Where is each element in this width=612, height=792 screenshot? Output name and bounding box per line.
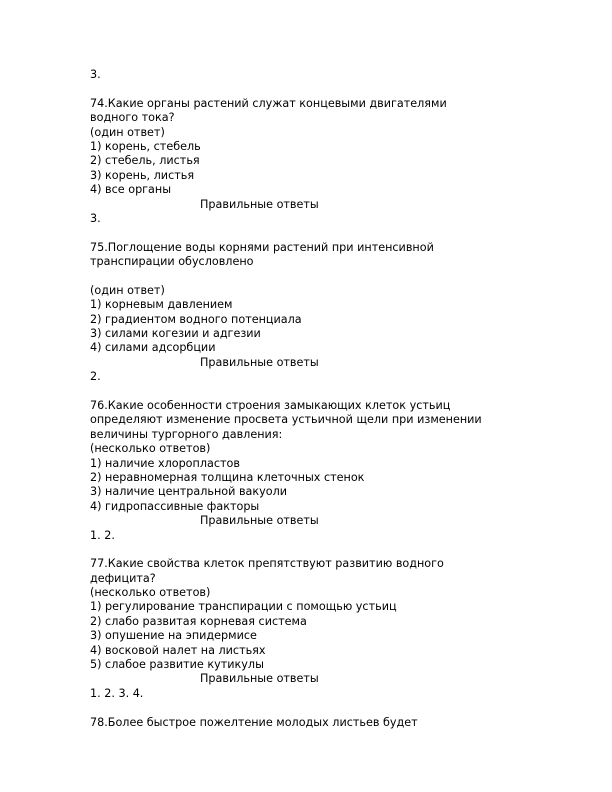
option-item: 4) все органы	[90, 183, 172, 197]
correct-answers-label: Правильные ответы	[200, 355, 319, 369]
question-text: водного тока?	[90, 111, 175, 125]
option-item: 1) корень, стебель	[90, 139, 201, 153]
question-text: 76.Какие особенности строения замыкающих клеток устьиц	[90, 398, 451, 412]
spacer	[90, 385, 540, 399]
option-item: 5) слабое развитие кутикулы	[90, 658, 264, 672]
correct-answer: 1. 2. 3. 4.	[90, 686, 144, 700]
correct-answers-label: Правильные ответы	[200, 514, 319, 528]
spacer	[90, 82, 540, 96]
option-item: 2) градиентом водного потенциала	[90, 312, 302, 326]
spacer	[90, 701, 540, 715]
option-item: 3) силами когезии и адгезии	[90, 327, 261, 341]
question-text: 77.Какие свойства клеток препятствуют развитию водного	[90, 557, 444, 571]
correct-answer: 2.	[90, 370, 101, 384]
question-text: 74.Какие органы растений служат концевыми двигателями	[90, 96, 447, 110]
spacer	[90, 269, 540, 283]
option-item: 2) стебель, листья	[90, 154, 200, 168]
question-block-77	[90, 557, 540, 701]
option-item: 3) корень, листья	[90, 168, 195, 182]
correct-answer: 3.	[90, 211, 101, 225]
option-item: 3) опушение на эпидермисе	[90, 629, 257, 643]
spacer	[90, 543, 540, 557]
correct-answers-label: Правильные ответы	[200, 672, 319, 686]
correct-answer: 1. 2.	[90, 528, 115, 542]
question-block-74	[90, 97, 540, 227]
option-item: 2) слабо развитая корневая система	[90, 614, 307, 628]
question-text: величины тургорного давления:	[90, 427, 283, 441]
spacer	[90, 226, 540, 240]
option-item: 2) неравномерная толщина клеточных стенок	[90, 470, 365, 484]
option-item: 4) гидропассивные факторы	[90, 499, 260, 513]
answer-type-note: (несколько ответов)	[90, 442, 211, 456]
option-item: 1) регулирование транспирации с помощью устьиц	[90, 600, 397, 614]
option-item: 1) корневым давлением	[90, 298, 233, 312]
answer-type-note: (один ответ)	[90, 125, 165, 139]
question-block-75	[90, 241, 540, 385]
option-item: 1) наличие хлоропластов	[90, 456, 240, 470]
document-page	[90, 68, 540, 730]
answer-type-note: (один ответ)	[90, 283, 165, 297]
question-text: транспирации обусловлено	[90, 255, 254, 269]
question-block-76	[90, 399, 540, 543]
question-text: 75.Поглощение воды корнями растений при интенсивной	[90, 240, 434, 254]
option-item: 3) наличие центральной вакуоли	[90, 485, 288, 499]
previous-answer: 3.	[90, 68, 101, 81]
correct-answers-label: Правильные ответы	[200, 197, 319, 211]
question-text: определяют изменение просвета устьичной щели при изменении	[90, 413, 482, 427]
question-text: 78.Более быстрое пожелтение молодых листьев будет	[90, 715, 418, 729]
question-text: дефицита?	[90, 571, 156, 585]
option-item: 4) силами адсорбции	[90, 341, 216, 355]
answer-type-note: (несколько ответов)	[90, 586, 211, 600]
option-item: 4) восковой налет на листьях	[90, 643, 266, 657]
